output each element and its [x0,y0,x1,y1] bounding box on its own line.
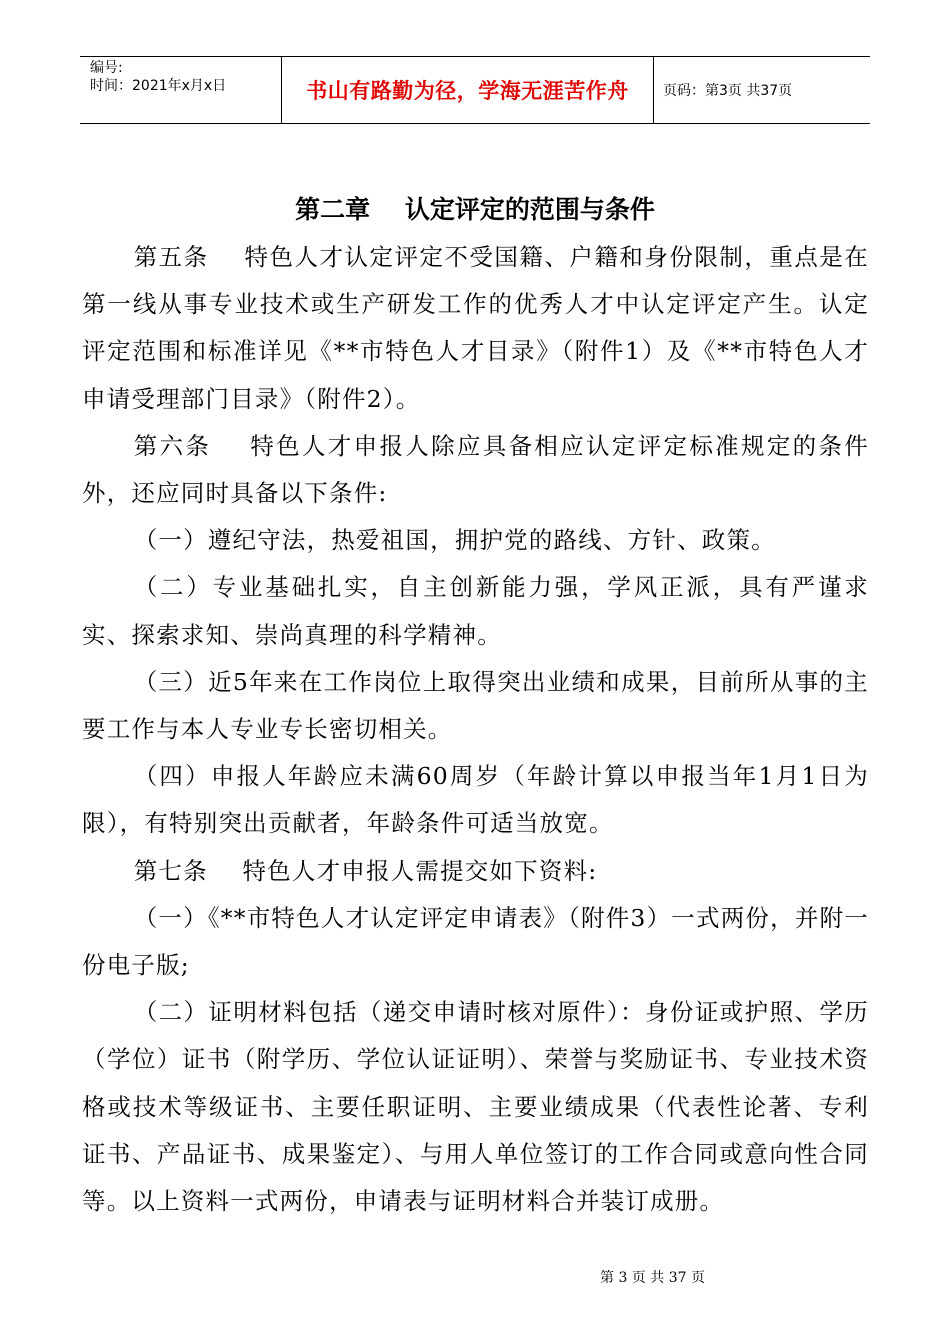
article-6-item-4: （四）申报人年龄应未满60周岁（年龄计算以申报当年1月1日为限），有特别突出贡献者，年龄条件可适当放宽。 [82,762,869,838]
article-7-item-2: （二）证明材料包括（递交申请时核对原件）：身份证或护照、学历（学位）证书（附学历、学位认证证明）、荣誉与奖励证书、专业技术资格或技术等级证书、主要任职证明、主要业绩成果（代表性论著、专利证书、产品证书、成果鉴定）、与用人单位签订的工作合同或意向性合同等。以上资料一式两份，申请表与证明材料合并装订成册。 [82,998,869,1216]
article-6-item-1: （一）遵纪守法，热爱祖国，拥护党的路线、方针、政策。 [133,526,776,555]
header-meta [80,57,282,123]
header-motto: 书山有路勤为径，学海无涯苦作舟 [282,57,654,123]
article-6-item-3: （三）近5年来在工作岗位上取得突出业绩和成果，目前所从事的主要工作与本人专业专长密切相关。 [82,667,869,744]
article-7-item-1: （一）《**市特色人才认定评定申请表》（附件3）一式两份，并附一份电子版; [82,903,869,980]
document-time-label: 时间：2021年x月x日 [90,78,227,94]
header-page-label: 页码：第3页 共37页 [663,83,793,99]
page-footer: 第 3 页 共 37 页 [600,1270,705,1286]
document-number-label: 编号: [90,60,123,76]
article-5: 第五条 特色人才认定评定不受国籍、户籍和身份限制，重点是在第一线从事专业技术或生产研发工作的优秀人才中认定评定产生。认定评定范围和标准详见《**市特色人才目录》（附件1）及《**市特色人才申请受理部门目录》（附件2）。 [82,243,869,413]
article-6-item-2: （二）专业基础扎实，自主创新能力强，学风正派，具有严谨求实、探索求知、崇尚真理的科学精神。 [82,573,869,649]
chapter-title: 第二章 认定评定的范围与条件 [295,195,655,224]
article-6: 第六条 特色人才申报人除应具备相应认定评定标准规定的条件外，还应同时具备以下条件: [82,431,869,508]
document-body [82,234,869,1225]
page-header [80,56,870,124]
article-7: 第七条 特色人才申报人需提交如下资料: [133,856,598,885]
